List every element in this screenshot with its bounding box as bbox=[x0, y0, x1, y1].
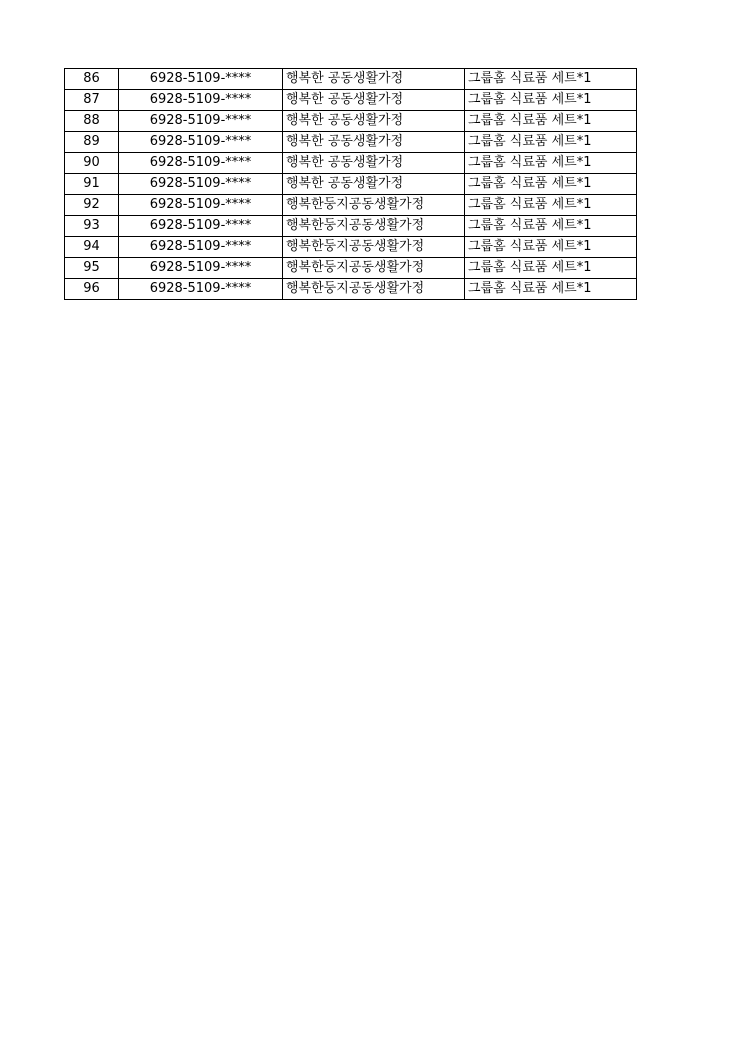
phone-cell: 6928-5109-**** bbox=[119, 258, 283, 279]
item-cell: 그룹홈 식료품 세트*1 bbox=[465, 216, 637, 237]
table-row bbox=[65, 279, 637, 300]
row-number-cell: 87 bbox=[65, 90, 119, 111]
item-cell: 그룹홈 식료품 세트*1 bbox=[465, 111, 637, 132]
table-row bbox=[65, 69, 637, 90]
row-number-cell: 94 bbox=[65, 237, 119, 258]
organization-cell: 행복한 공동생활가정 bbox=[283, 132, 465, 153]
organization-cell: 행복한둥지공동생활가정 bbox=[283, 237, 465, 258]
table-row bbox=[65, 132, 637, 153]
item-cell: 그룹홈 식료품 세트*1 bbox=[465, 237, 637, 258]
item-cell: 그룹홈 식료품 세트*1 bbox=[465, 195, 637, 216]
item-cell: 그룹홈 식료품 세트*1 bbox=[465, 258, 637, 279]
row-number-cell: 88 bbox=[65, 111, 119, 132]
row-number-cell: 96 bbox=[65, 279, 119, 300]
table-row bbox=[65, 153, 637, 174]
phone-cell: 6928-5109-**** bbox=[119, 279, 283, 300]
row-number-cell: 86 bbox=[65, 69, 119, 90]
table-row bbox=[65, 195, 637, 216]
organization-cell: 행복한둥지공동생활가정 bbox=[283, 258, 465, 279]
organization-cell: 행복한 공동생활가정 bbox=[283, 69, 465, 90]
phone-cell: 6928-5109-**** bbox=[119, 216, 283, 237]
item-cell: 그룹홈 식료품 세트*1 bbox=[465, 69, 637, 90]
row-number-cell: 91 bbox=[65, 174, 119, 195]
organization-cell: 행복한둥지공동생활가정 bbox=[283, 195, 465, 216]
phone-cell: 6928-5109-**** bbox=[119, 90, 283, 111]
item-cell: 그룹홈 식료품 세트*1 bbox=[465, 132, 637, 153]
organization-cell: 행복한둥지공동생활가정 bbox=[283, 279, 465, 300]
organization-cell: 행복한 공동생활가정 bbox=[283, 153, 465, 174]
table-row bbox=[65, 237, 637, 258]
row-number-cell: 89 bbox=[65, 132, 119, 153]
phone-cell: 6928-5109-**** bbox=[119, 174, 283, 195]
table-row bbox=[65, 174, 637, 195]
organization-cell: 행복한둥지공동생활가정 bbox=[283, 216, 465, 237]
phone-cell: 6928-5109-**** bbox=[119, 195, 283, 216]
table-row bbox=[65, 258, 637, 279]
recipient-table bbox=[64, 68, 637, 300]
recipient-table-body bbox=[65, 69, 637, 300]
table-row bbox=[65, 90, 637, 111]
phone-cell: 6928-5109-**** bbox=[119, 132, 283, 153]
row-number-cell: 90 bbox=[65, 153, 119, 174]
row-number-cell: 93 bbox=[65, 216, 119, 237]
table-row bbox=[65, 216, 637, 237]
item-cell: 그룹홈 식료품 세트*1 bbox=[465, 174, 637, 195]
organization-cell: 행복한 공동생활가정 bbox=[283, 90, 465, 111]
organization-cell: 행복한 공동생활가정 bbox=[283, 174, 465, 195]
phone-cell: 6928-5109-**** bbox=[119, 153, 283, 174]
item-cell: 그룹홈 식료품 세트*1 bbox=[465, 153, 637, 174]
item-cell: 그룹홈 식료품 세트*1 bbox=[465, 90, 637, 111]
item-cell: 그룹홈 식료품 세트*1 bbox=[465, 279, 637, 300]
phone-cell: 6928-5109-**** bbox=[119, 237, 283, 258]
organization-cell: 행복한 공동생활가정 bbox=[283, 111, 465, 132]
row-number-cell: 95 bbox=[65, 258, 119, 279]
table-row bbox=[65, 111, 637, 132]
row-number-cell: 92 bbox=[65, 195, 119, 216]
phone-cell: 6928-5109-**** bbox=[119, 111, 283, 132]
phone-cell: 6928-5109-**** bbox=[119, 69, 283, 90]
